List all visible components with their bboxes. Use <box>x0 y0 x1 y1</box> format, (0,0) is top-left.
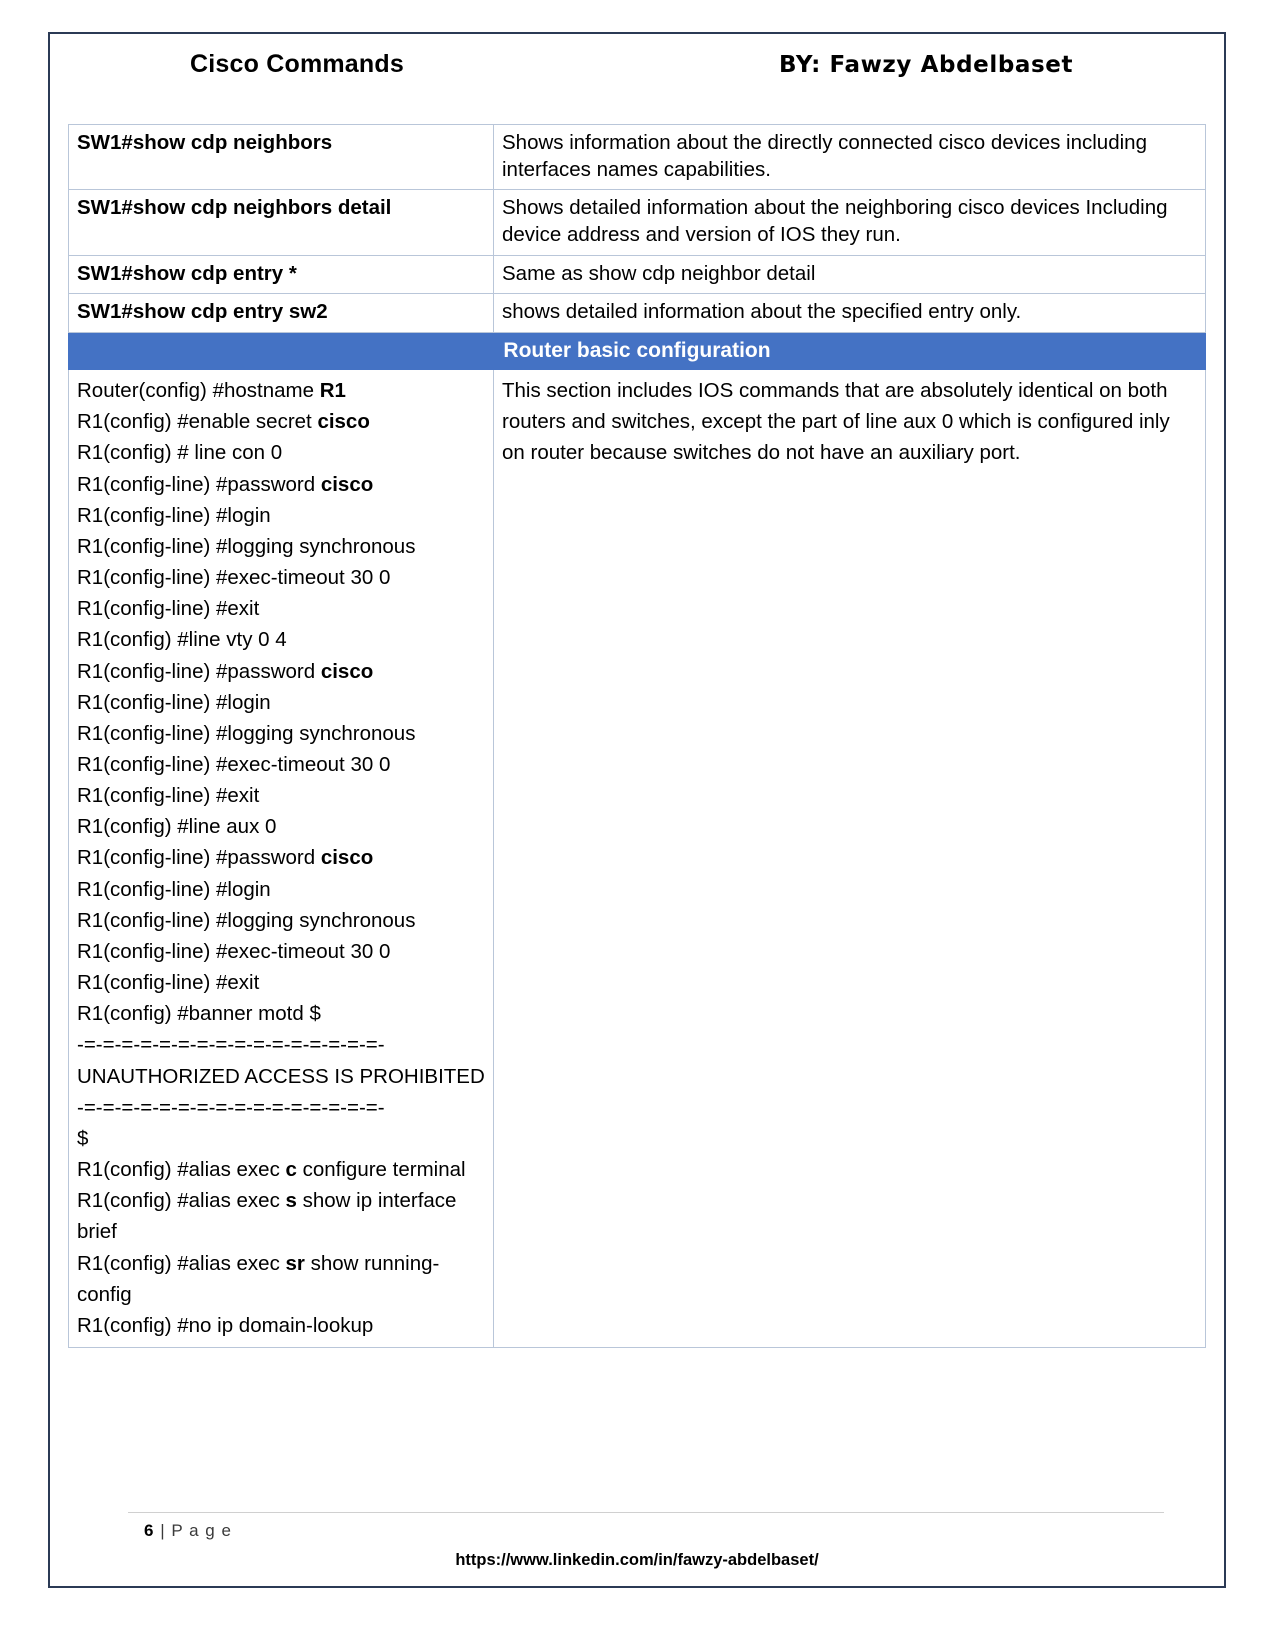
config-line: R1(config) #line vty 0 4 <box>77 628 287 652</box>
config-line: R1(config) #enable secret cisco <box>77 410 370 434</box>
config-line: R1(config-line) #logging synchronous <box>77 721 416 745</box>
page-title: Cisco Commands <box>190 50 404 78</box>
table-body <box>69 125 1206 1348</box>
config-command-list <box>77 375 485 1341</box>
page-footer <box>68 1512 1206 1570</box>
config-line: R1(config-line) #logging synchronous <box>77 534 416 558</box>
config-line: R1(config-line) #login <box>77 877 271 901</box>
table-row <box>69 190 1206 255</box>
config-commands-cell <box>69 370 494 1348</box>
section-note-cell <box>494 370 1206 1348</box>
config-line: R1(config-line) #exit <box>77 971 260 995</box>
document-page <box>48 32 1226 1588</box>
author-byline: BY: Fawzy Abdelbaset <box>778 52 1074 78</box>
config-line: R1(config-line) #exit <box>77 784 260 808</box>
config-line: R1(config-line) #exec-timeout 30 0 <box>77 566 391 590</box>
config-line: R1(config-line) #exec-timeout 30 0 <box>77 753 391 777</box>
config-row <box>69 370 1206 1348</box>
config-line: R1(config-line) #exit <box>77 597 260 621</box>
config-line: -=-=-=-=-=-=-=-=-=-=-=-=-=-=-=-=- <box>77 1033 385 1057</box>
config-line: $ <box>77 1126 89 1150</box>
command-cell: SW1#show cdp entry sw2 <box>69 294 494 333</box>
config-line: R1(config-line) #login <box>77 690 271 714</box>
command-cell: SW1#show cdp neighbors detail <box>69 190 494 255</box>
footer-profile-link[interactable]: https://www.linkedin.com/in/fawzy-abdelbaset/ <box>455 1551 819 1569</box>
config-line: R1(config) #banner motd $ <box>77 1002 321 1026</box>
config-line: R1(config) #alias exec c configure terminal <box>77 1158 466 1182</box>
config-line: R1(config) #line aux 0 <box>77 815 277 839</box>
document-header <box>68 50 1206 124</box>
section-note-text: This section includes IOS commands that are absolutely identical on both routers and switches, except the part of line aux 0 which is configured inly on router because switches do not have an auxiliary port. <box>502 379 1170 465</box>
page-number <box>144 1521 1206 1541</box>
config-line: R1(config-line) #password cisco <box>77 659 374 683</box>
config-line: -=-=-=-=-=-=-=-=-=-=-=-=-=-=-=-=- <box>77 1095 385 1119</box>
page-content <box>68 50 1206 1572</box>
command-cell: SW1#show cdp neighbors <box>69 125 494 190</box>
page-number-label: | P a g e <box>160 1521 232 1540</box>
table-row <box>69 255 1206 294</box>
section-title: Router basic configuration <box>69 332 1206 369</box>
config-line: R1(config-line) #login <box>77 503 271 527</box>
config-line: R1(config) #alias exec sr show running-config <box>77 1251 440 1306</box>
description-cell: Shows information about the directly connected cisco devices including interfaces names capabilities. <box>494 125 1206 190</box>
config-line: UNAUTHORIZED ACCESS IS PROHIBITED <box>77 1064 485 1088</box>
table-row <box>69 294 1206 333</box>
description-cell: Shows detailed information about the neighboring cisco devices Including device address and version of IOS they run. <box>494 190 1206 255</box>
section-header-row <box>69 332 1206 369</box>
config-line: R1(config-line) #password cisco <box>77 472 374 496</box>
config-line: R1(config-line) #logging synchronous <box>77 908 416 932</box>
description-cell: Same as show cdp neighbor detail <box>494 255 1206 294</box>
footer-divider <box>128 1512 1164 1513</box>
description-cell: shows detailed information about the specified entry only. <box>494 294 1206 333</box>
table-row <box>69 125 1206 190</box>
config-line: R1(config-line) #password cisco <box>77 846 374 870</box>
config-line: Router(config) #hostname R1 <box>77 379 346 403</box>
commands-table <box>68 124 1206 1348</box>
config-line: R1(config) #no ip domain-lookup <box>77 1313 374 1337</box>
command-cell: SW1#show cdp entry * <box>69 255 494 294</box>
config-line: R1(config) # line con 0 <box>77 441 283 465</box>
config-line: R1(config-line) #exec-timeout 30 0 <box>77 939 391 963</box>
config-line: R1(config) #alias exec s show ip interface brief <box>77 1189 463 1244</box>
page-number-value: 6 <box>144 1521 155 1540</box>
